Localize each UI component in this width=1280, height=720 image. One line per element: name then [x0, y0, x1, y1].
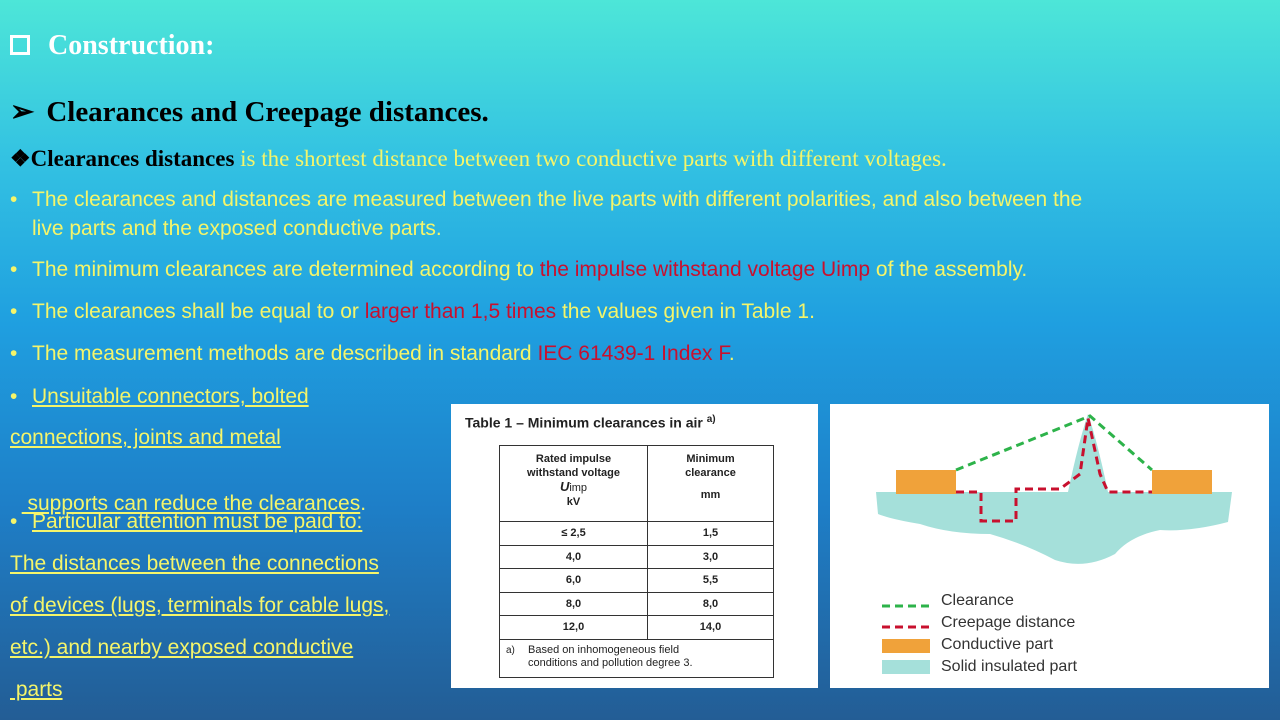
bullet-item-continued — [32, 217, 442, 241]
bullet-dot-icon: • — [10, 300, 18, 323]
bullet-text: The minimum clearances are determined according to — [32, 258, 540, 281]
bullet-text: . — [728, 342, 735, 365]
table-row — [500, 545, 774, 569]
table-cell: 3,0 — [648, 545, 774, 569]
legend-swatch-insulated — [882, 660, 930, 674]
table-title-text: Table 1 – Minimum clearances in air — [465, 414, 703, 431]
note-line — [10, 468, 366, 516]
highlight-text: the impulse withstand voltage Uimp — [539, 258, 871, 281]
table-footnote — [500, 639, 774, 677]
section-heading — [10, 30, 214, 62]
bullet-dot-icon: • — [10, 342, 18, 365]
section-heading-text: Construction: — [48, 30, 215, 61]
bullet-item — [10, 300, 815, 324]
header-unit: mm — [700, 489, 721, 501]
bullet-text: The measurement methods are described in standard — [32, 342, 538, 365]
bullet-text: of the assembly. — [870, 258, 1028, 281]
header-subscript: imp — [569, 482, 588, 494]
note-text: connections, joints and metal — [10, 426, 281, 449]
table-row — [500, 592, 774, 616]
table-row — [500, 569, 774, 593]
table-footnote-row — [500, 639, 774, 677]
table-cell: 4,0 — [500, 545, 648, 569]
arrow-bullet-icon: ➢ — [10, 96, 35, 128]
table-header-row — [500, 446, 774, 522]
note-bullet — [10, 385, 309, 409]
checkbox-bullet-icon — [10, 35, 30, 55]
note-text: of devices (lugs, terminals for cable lugs, — [10, 594, 390, 617]
header-line: Rated impulse — [535, 453, 612, 465]
bullet-item — [10, 342, 735, 366]
table-cell: 12,0 — [500, 616, 648, 640]
definition-text: is the shortest distance between two conductive parts with different voltages. — [234, 146, 947, 171]
footnote-text — [528, 644, 693, 670]
bullet-dot-icon: • — [10, 258, 18, 281]
highlight-text: IEC 61439-1 Index F — [537, 342, 729, 365]
header-line — [500, 480, 647, 495]
clearance-table — [499, 445, 774, 678]
table-cell: ≤ 2,5 — [500, 522, 648, 546]
clearance-diagram-panel — [830, 404, 1269, 688]
definition-term: Clearances distances — [30, 146, 235, 171]
header-line: clearance — [685, 467, 736, 479]
bullet-item — [10, 258, 1027, 282]
header-line: withstand voltage — [527, 467, 620, 479]
note-bullet — [10, 510, 362, 534]
note-text: supports can reduce the clearances — [21, 492, 361, 515]
table-cell: 1,5 — [648, 522, 774, 546]
bullet-item — [10, 188, 1082, 212]
bullet-dot-icon: • — [10, 188, 18, 211]
legend-label-insulated: Solid insulated part — [941, 658, 1078, 675]
legend-label-conductive: Conductive part — [941, 636, 1054, 653]
table-title — [465, 414, 716, 431]
bullet-text: the values given in Table 1. — [556, 300, 815, 323]
conductive-part-right — [1152, 470, 1212, 494]
sub-heading-text: Clearances and Creepage distances. — [46, 96, 489, 128]
header-symbol: U — [559, 479, 570, 494]
table-cell: 8,0 — [500, 592, 648, 616]
bullet-dot-icon: • — [10, 510, 18, 533]
header-unit: kV — [566, 496, 581, 508]
column-header-clearance — [648, 446, 774, 522]
table-cell: 5,5 — [648, 569, 774, 593]
bullet-text: The clearances shall be equal to or — [32, 300, 365, 323]
bullet-text: live parts and the exposed conductive parts. — [32, 217, 442, 240]
conductive-part-left — [896, 470, 956, 494]
table-cell: 8,0 — [648, 592, 774, 616]
clearance-table-panel — [451, 404, 818, 688]
footnote-line: conditions and pollution degree 3. — [528, 656, 693, 669]
footnote-line: Based on inhomogeneous field — [528, 643, 680, 656]
clearance-path — [956, 416, 1152, 470]
note-text: etc.) and nearby exposed conductive — [10, 636, 354, 659]
legend-swatch-conductive — [882, 639, 930, 653]
table-cell: 6,0 — [500, 569, 648, 593]
footnote-mark: a) — [506, 644, 515, 656]
bullet-text: The clearances and distances are measured between the live parts with different polarities, and also between the — [32, 188, 1083, 211]
definition-line — [10, 146, 947, 172]
bullet-dot-icon: • — [10, 385, 18, 408]
note-text: Particular attention must be paid to: — [32, 510, 363, 533]
diamond-bullet-icon: ❖ — [10, 146, 31, 171]
note-text: Unsuitable connectors, bolted — [32, 385, 309, 408]
sub-heading — [10, 94, 489, 129]
legend-label-creepage: Creepage distance — [941, 614, 1076, 631]
note-period: . — [360, 492, 367, 515]
table-title-footnote: a) — [706, 414, 716, 425]
note-text: The distances between the connections — [10, 552, 379, 575]
column-header-voltage — [500, 446, 648, 522]
table-cell: 14,0 — [648, 616, 774, 640]
header-line: Minimum — [686, 453, 735, 465]
legend-label-clearance: Clearance — [941, 592, 1014, 609]
table-row — [500, 616, 774, 640]
highlight-text: larger than 1,5 times — [364, 300, 557, 323]
table-row — [500, 522, 774, 546]
note-text: parts — [10, 678, 63, 701]
